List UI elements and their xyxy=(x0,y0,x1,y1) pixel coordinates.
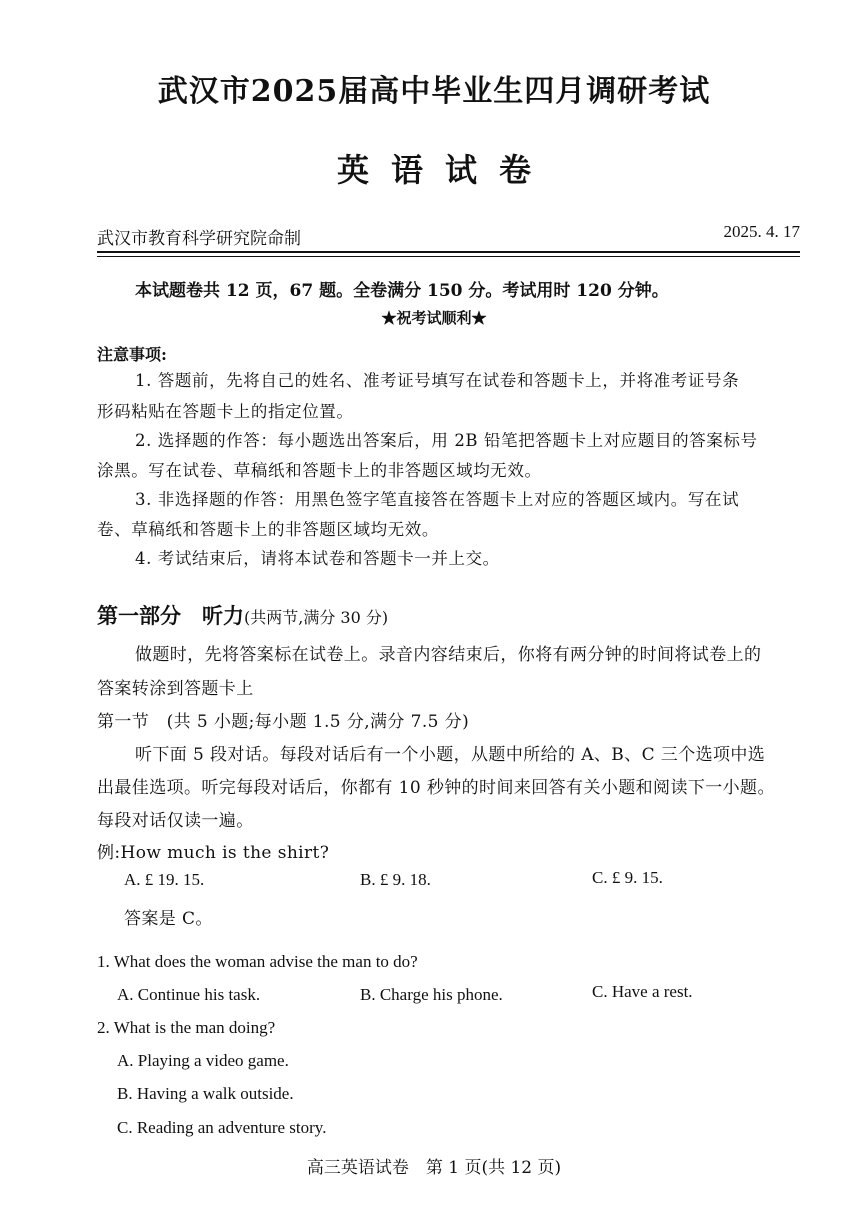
notice-line: 卷、草稿纸和答题卡上的非答题区域均无效。 xyxy=(97,520,439,539)
question-option: B. Having a walk outside. xyxy=(117,1084,294,1103)
page-footer: 高三英语试卷 第 1 页(共 12 页) xyxy=(306,1158,562,1178)
question-stem: 2. What is the man doing? xyxy=(97,1018,276,1037)
notice-heading: 注意事项: xyxy=(97,345,167,364)
example-option-c: C. £ 9. 15. xyxy=(592,868,663,887)
part1-title-note: (共两节,满分 30 分) xyxy=(244,608,389,627)
question-option: C. Have a rest. xyxy=(592,982,693,1001)
notice-line: 1. 答题前，先将自己的姓名、准考证号填写在试卷和答题卡上，并将准考证号条 xyxy=(135,371,740,390)
part1-instruction-line: 答案转涂到答题卡上 xyxy=(97,679,254,699)
section1-instruction-line: 出最佳选项。听完每段对话后，你都有 10 秒钟的时间来回答有关小题和阅读下一小题。 xyxy=(97,778,775,798)
part1-title: 第一部分 听力 xyxy=(97,603,244,628)
notice-line: 形码粘贴在答题卡上的指定位置。 xyxy=(97,402,354,421)
exam-title: 武汉市2025届高中毕业生四月调研考试 xyxy=(157,74,711,109)
exam-subtitle: 英语试卷 xyxy=(336,151,553,189)
notice-line: 3. 非选择题的作答：用黑色签字笔直接答在答题卡上对应的答题区域内。写在试 xyxy=(135,490,740,509)
section1-instruction-line: 每段对话仅读一遍。 xyxy=(97,811,254,831)
good-luck-text: ★祝考试顺利★ xyxy=(381,309,487,327)
header-divider-thick xyxy=(97,251,800,253)
question-option: A. Continue his task. xyxy=(117,985,261,1004)
example-option-b: B. £ 9. 18. xyxy=(360,870,431,889)
section1-heading: 第一节 (共 5 小题;每小题 1.5 分,满分 7.5 分) xyxy=(97,712,470,732)
question-option: A. Playing a video game. xyxy=(117,1051,289,1070)
notice-line: 涂黑。写在试卷、草稿纸和答题卡上的非答题区域均无效。 xyxy=(97,461,542,480)
example-option-a: A. £ 19. 15. xyxy=(124,870,205,889)
section1-instruction-line: 听下面 5 段对话。每段对话后有一个小题，从题中所给的 A、B、C 三个选项中选 xyxy=(135,745,766,765)
example-question: 例:How much is the shirt? xyxy=(97,843,330,863)
question-option: C. Reading an adventure story. xyxy=(117,1118,327,1137)
question-stem: 1. What does the woman advise the man to do? xyxy=(97,952,418,971)
exam-intro: 本试题卷共 12 页，67 题。全卷满分 150 分。考试用时 120 分钟。 xyxy=(135,281,669,301)
part1-instruction-line: 做题时，先将答案标在试卷上。录音内容结束后，你将有两分钟的时间将试卷上的 xyxy=(135,645,762,665)
exam-date: 2025. 4. 17 xyxy=(723,222,800,241)
notice-line: 4. 考试结束后，请将本试卷和答题卡一并上交。 xyxy=(135,549,500,568)
question-option: B. Charge his phone. xyxy=(360,985,503,1004)
example-answer: 答案是 C。 xyxy=(124,909,213,929)
header-divider-thin xyxy=(97,256,800,257)
notice-line: 2. 选择题的作答：每小题选出答案后，用 2B 铅笔把答题卡上对应题目的答案标号 xyxy=(135,431,758,450)
issuer-text: 武汉市教育科学研究院命制 xyxy=(97,229,301,249)
part1-heading xyxy=(97,600,388,630)
